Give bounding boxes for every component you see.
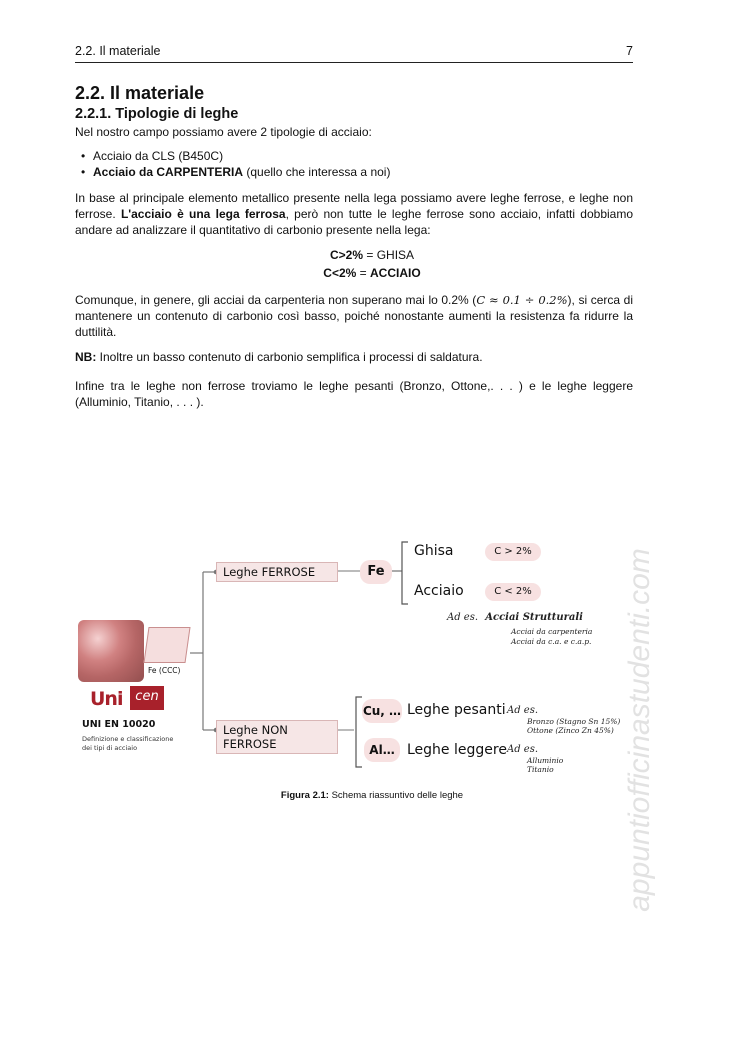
page-number: 7 <box>626 44 633 58</box>
light-alloys-example: Ad es. <box>507 744 539 755</box>
bcc-cube-image <box>78 620 144 682</box>
aluminium-note: Alluminio <box>527 756 564 765</box>
ferrous-alloys-box: Leghe FERROSE <box>216 562 338 582</box>
fcc-lattice-image <box>143 627 190 663</box>
uni-logo: Uni <box>90 688 123 710</box>
nonferrous-alloys-box: Leghe NON FERROSE <box>216 720 338 754</box>
paragraph-ferrous: In base al principale elemento metallico presente nella lega possiamo avere leghe ferrose, e leghe non ferrose. L'acciaio è una lega ferrosa, però non tutte le leghe ferrose sono acciaio, infatti dobbiamo andare ad analizzare il quantitativo di carbonio presente nella lega: <box>75 191 634 237</box>
cu-badge: Cu, … <box>362 699 402 723</box>
subsection-title: 2.2.1. Tipologie di leghe <box>75 106 239 122</box>
standard-label: UNI EN 10020 <box>82 719 156 730</box>
fe-badge: Fe <box>360 560 392 584</box>
bronze-note: Bronzo (Stagno Sn 15%) <box>527 717 621 726</box>
acciaio-carbon-pill: C < 2% <box>485 583 541 601</box>
fe-ccc-label: Fe (CCC) <box>148 666 181 675</box>
paragraph-carbon: Comunque, in genere, gli acciai da carpenteria non superano mai lo 0.2% (C ≈ 0.1 ÷ 0.2%), si cerca di mantenere un contenuto di carbonio così basso, poiché nonostante aumenti la resistenza fa ridurre la duttilità. <box>75 293 633 339</box>
ghisa-label: Ghisa <box>414 543 454 559</box>
heavy-alloys-label: Leghe pesanti <box>407 702 506 718</box>
steel-types-list <box>75 148 390 180</box>
heavy-alloys-example: Ad es. <box>507 705 539 716</box>
standard-description-1: Definizione e classificazione <box>82 735 174 743</box>
al-badge: Al… <box>364 738 400 762</box>
reinforcement-steel-note: Acciai da c.a. e c.a.p. <box>511 637 592 646</box>
light-alloys-label: Leghe leggere <box>407 742 507 758</box>
formula-ghisa: C>2% = GHISA <box>329 248 415 262</box>
list-item: • Acciaio da CLS (B450C) <box>75 148 390 164</box>
paragraph-nonferrous: Infine tra le leghe non ferrose troviamo le leghe pesanti (Bronzo, Ottone,. . . ) e le leghe leggere (Alluminio, Titanio, . . . ). <box>75 379 633 409</box>
note-paragraph: NB: Inoltre un basso contenuto di carbonio semplifica i processi di saldatura. <box>75 350 483 364</box>
running-header-section: 2.2. Il materiale <box>75 44 161 58</box>
figure-caption: Figura 2.1: Schema riassuntivo delle leghe <box>280 790 464 801</box>
formula-acciaio: C<2% = ACCIAIO <box>323 266 421 280</box>
acciaio-label: Acciaio <box>414 583 464 599</box>
carpentry-steel-note: Acciai da carpenteria <box>511 627 593 636</box>
cen-logo: cen <box>130 686 164 710</box>
structural-steel-example: Ad es. Acciai Strutturali <box>447 612 583 623</box>
section-title: 2.2. Il materiale <box>75 83 205 103</box>
intro-paragraph: Nel nostro campo possiamo avere 2 tipologie di acciaio: <box>75 125 372 139</box>
titanium-note: Titanio <box>527 765 554 774</box>
running-header <box>75 44 633 63</box>
standard-description-2: dei tipi di acciaio <box>82 744 138 752</box>
ghisa-carbon-pill: C > 2% <box>485 543 541 561</box>
brass-note: Ottone (Zinco Zn 45%) <box>527 726 614 735</box>
watermark: appuntiofficinastudenti.com <box>623 548 656 912</box>
list-item: • Acciaio da CARPENTERIA (quello che interessa a noi) <box>75 164 390 180</box>
